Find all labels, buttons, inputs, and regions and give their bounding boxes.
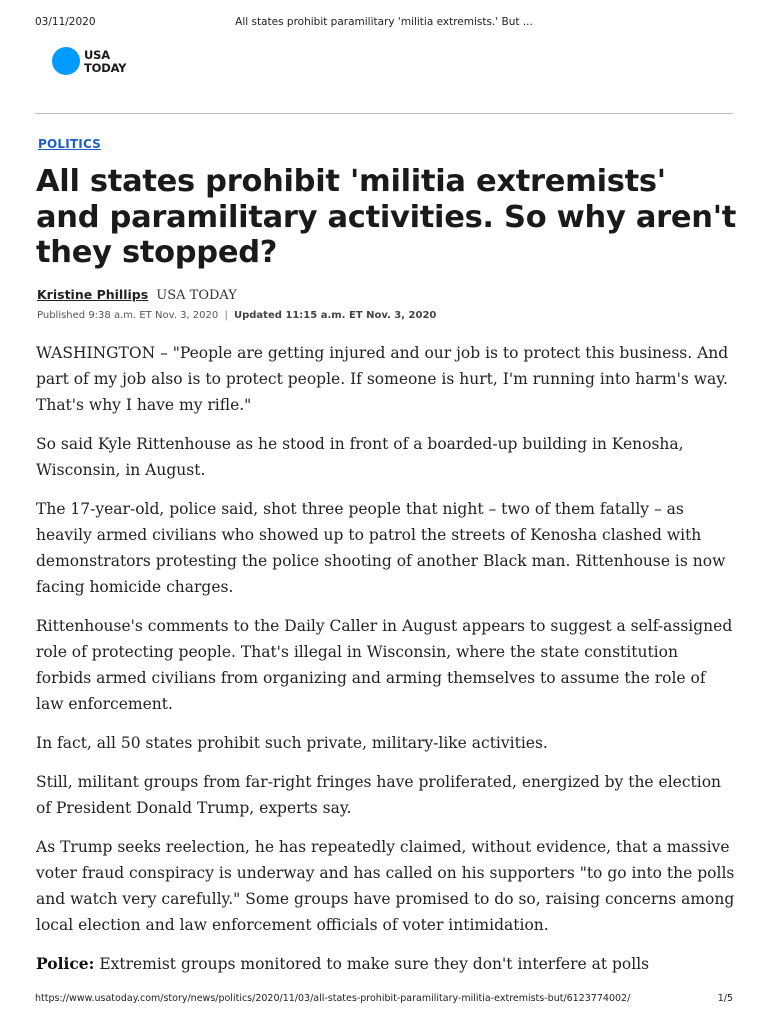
related-story-text[interactable]: Extremist groups monitored to make sure they don't interfere at polls xyxy=(99,955,650,973)
author-link[interactable]: Kristine Phillips xyxy=(37,287,149,302)
date-separator: | xyxy=(224,310,228,321)
related-story-label: Police: xyxy=(36,954,95,973)
logo-line-1: USA xyxy=(84,48,110,62)
article-paragraph: So said Kyle Rittenhouse as he stood in front of a boarded-up building in Kenosha, Wisconsin, in August. xyxy=(36,435,684,479)
article-paragraph: Rittenhouse's comments to the Daily Caller in August appears to suggest a self-assigned role of protecting people. That's illegal in Wisconsin, where the state constitution forbids armed civilians from organizing and arming themselves to assume the role of law enforcement. xyxy=(36,617,733,713)
logo-circle-icon xyxy=(52,47,80,75)
article-paragraph: WASHINGTON – "People are getting injured and our job is to protect this business. And part of my job also is to protect people. If someone is hurt, I'm running into harm's way. That's why I have my rifle." xyxy=(36,344,729,414)
logo-line-2: TODAY xyxy=(84,61,127,75)
byline-outlet: USA TODAY xyxy=(156,288,237,303)
article-paragraph: As Trump seeks reelection, he has repeatedly claimed, without evidence, that a massive voter fraud conspiracy is underway and has called on his supporters "to go into the polls and watch very carefully." Some groups have promised to do so, raising concerns among local election and law enforcement officials of voter intimidation. xyxy=(36,838,735,934)
print-date: 03/11/2020 xyxy=(35,16,96,28)
print-url: https://www.usatoday.com/story/news/politics/2020/11/03/all-states-prohibit-paramilitary-militia-extremists-but/6123774002/ xyxy=(35,993,631,1004)
section-link-politics[interactable]: POLITICS xyxy=(38,137,102,151)
article-paragraph: The 17-year-old, police said, shot three people that night – two of them fatally – as heavily armed civilians who showed up to patrol the streets of Kenosha clashed with demonstrators protesting the police shooting of another Black man. Rittenhouse is now facing homicide charges. xyxy=(36,500,726,596)
print-page-title: All states prohibit paramilitary 'militia extremists.' But ... xyxy=(235,16,533,28)
header-divider xyxy=(35,113,733,114)
print-footer xyxy=(0,993,768,1007)
logo-wordmark xyxy=(84,49,144,75)
print-page-number: 1/5 xyxy=(717,993,733,1004)
publish-dates xyxy=(37,310,436,321)
print-header xyxy=(0,16,768,32)
byline xyxy=(37,287,237,303)
article-headline: All states prohibit 'militia extremists' and paramilitary activities. So why aren't they stopped? xyxy=(36,164,737,270)
updated-date: Updated 11:15 a.m. ET Nov. 3, 2020 xyxy=(234,310,437,321)
published-date: Published 9:38 a.m. ET Nov. 3, 2020 xyxy=(37,310,219,321)
article-paragraph: In fact, all 50 states prohibit such private, military-like activities. xyxy=(36,734,548,752)
article-paragraph: Still, militant groups from far-right fringes have proliferated, energized by the election of President Donald Trump, experts say. xyxy=(36,773,722,817)
related-story[interactable] xyxy=(36,951,736,977)
article-body xyxy=(36,340,736,990)
